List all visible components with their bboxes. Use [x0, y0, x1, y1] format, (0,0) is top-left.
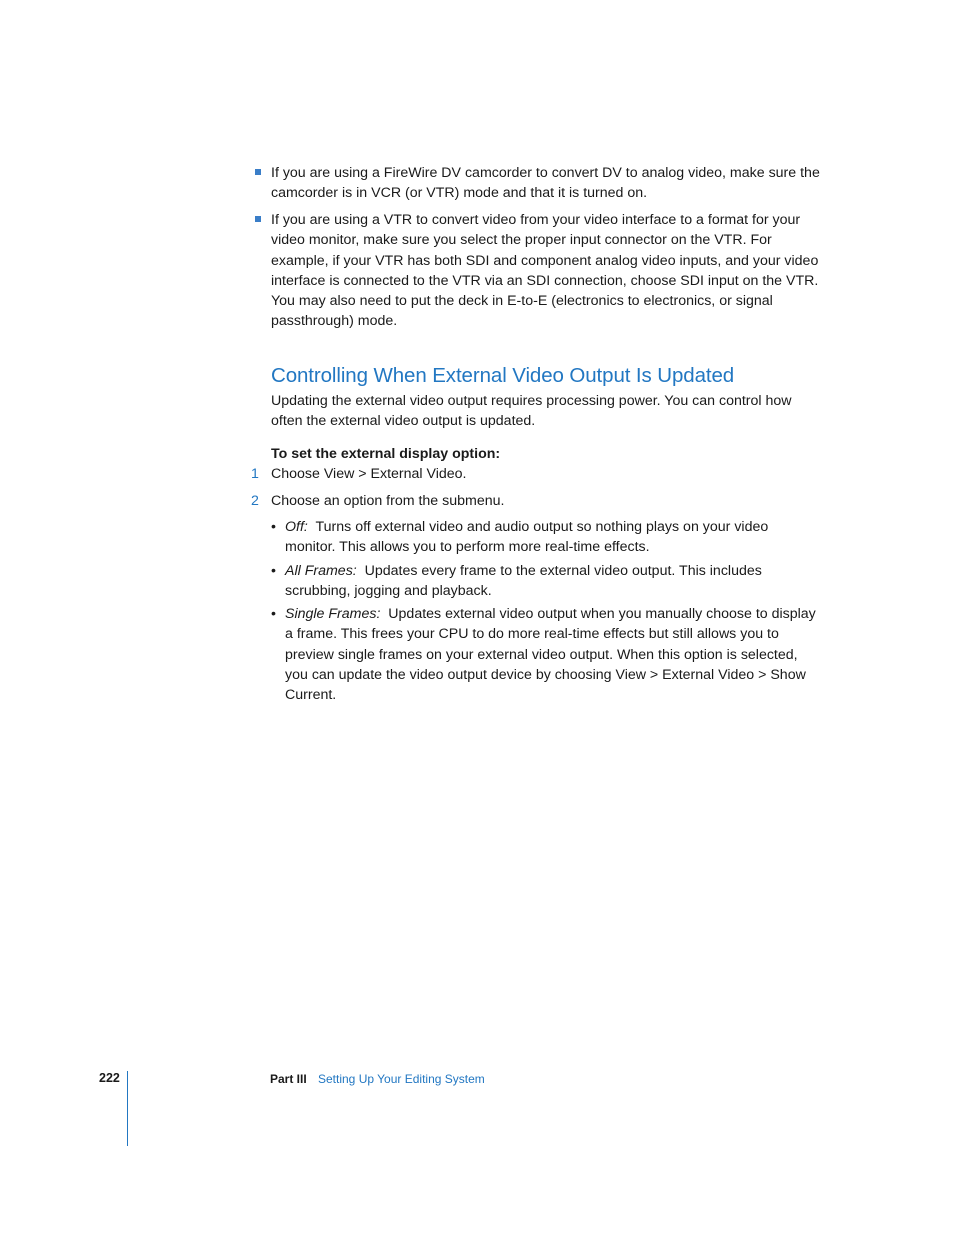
step-text: Choose an option from the submenu.	[271, 493, 505, 509]
option-term: Off:	[285, 519, 308, 535]
option-desc: Turns off external video and audio output so nothing plays on your video monitor. This allows you to perform more real-time effects.	[285, 519, 769, 556]
footer-part-label: Part III	[270, 1072, 307, 1086]
page-number: 222	[99, 1071, 120, 1085]
bullet-dot-icon: •	[271, 606, 276, 622]
option-desc: Updates external video output when you manually choose to display a frame. This frees your CPU to do more real-time effects but still allows you to preview single frames on your external video output. When this option is selected, you can update the video output device by choosing View > External Video > Show Current.	[285, 606, 816, 704]
task-label: To set the external display option:	[271, 446, 501, 462]
bullet-dot-icon: •	[271, 519, 276, 535]
bullet-dot-icon: •	[271, 563, 276, 579]
bullet-square-icon	[255, 216, 261, 222]
step-number: 1	[251, 466, 259, 482]
step-number: 2	[251, 493, 259, 509]
bullet-square-icon	[255, 169, 261, 175]
footer-part-title: Setting Up Your Editing System	[318, 1072, 485, 1086]
section-intro: Updating the external video output requires processing power. You can control how often the external video output is updated.	[271, 393, 792, 430]
bullet-text: If you are using a VTR to convert video from your video interface to a format for your video monitor, make sure you select the proper input connector on the VTR. For example, if your VTR has both SDI and component analog video inputs, and your video interface is connected to the VTR via an SDI connection, choose SDI input on the VTR. You may also need to put the deck in E-to-E (electronics to electronics, or signal passthrough) mode.	[271, 212, 819, 330]
option-desc: Updates every frame to the external video output. This includes scrubbing, jogging and playback.	[285, 563, 762, 600]
option-term: All Frames:	[285, 563, 357, 579]
section-heading: Controlling When External Video Output Is Updated	[271, 364, 735, 387]
footer-divider	[127, 1071, 128, 1146]
step-text: Choose View > External Video.	[271, 466, 467, 482]
option-term: Single Frames:	[285, 606, 381, 622]
bullet-text: If you are using a FireWire DV camcorder to convert DV to analog video, make sure the camcorder is in VCR (or VTR) mode and that it is turned on.	[271, 165, 820, 202]
